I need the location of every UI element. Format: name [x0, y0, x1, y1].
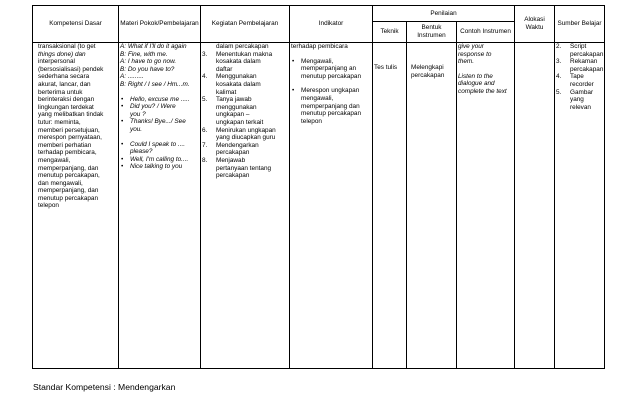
materi-dialogue-line: A: What if I'll do it again	[120, 43, 187, 50]
header-kegiatan: Kegiatan Pembelajaran	[201, 6, 290, 43]
kegiatan-step-text: kosakata dalam	[216, 80, 261, 88]
sumber-item	[556, 89, 603, 112]
bentuk-text: percakapan	[411, 71, 445, 79]
materi-dialogue-line: A: .........	[120, 73, 144, 81]
sumber-item	[556, 73, 603, 88]
sumber-cell	[555, 43, 605, 369]
kegiatan-step	[202, 73, 288, 96]
kegiatan-step-text: ungkapan terkait	[216, 118, 264, 126]
teknik-cell	[373, 43, 407, 369]
indikator-item	[291, 58, 371, 81]
kegiatan-step-text: percakapan	[216, 149, 250, 157]
indikator-item-text: • Merespon ungkapan	[301, 87, 360, 95]
materi-expression-text: you.	[130, 125, 143, 133]
kegiatan-step-text: Tanya jawab	[216, 96, 252, 104]
kompetensi-line: telepon	[38, 202, 59, 210]
materi-dialogue-line: A: I have to go now.	[120, 58, 177, 66]
kompetensi-line: things done) dan	[38, 50, 86, 58]
sumber-item	[556, 58, 603, 73]
bentuk-cell	[407, 43, 457, 369]
kegiatan-step	[202, 96, 288, 126]
kegiatan-step-text: Menentukan makna	[216, 50, 273, 58]
header-contoh: Contoh Instrumen	[457, 22, 515, 43]
indikator-item-text: mengawali,	[301, 94, 334, 102]
kompetensi-line: memperpanjang, dan	[38, 164, 99, 172]
sumber-item-text: Gambar yang	[570, 88, 594, 104]
indikator-cell	[290, 43, 373, 369]
header-kompetensi: Kompetensi Dasar	[33, 6, 119, 43]
kegiatan-step-text: Menjawab	[216, 156, 246, 164]
sumber-item-text: Tape recorder	[570, 73, 594, 88]
kompetensi-line: (bersosialisasi) pendek	[38, 65, 104, 73]
materi-expression	[120, 163, 199, 171]
header-alokasi: Alokasi Waktu	[515, 6, 555, 43]
materi-expression-text: • Nice talking to you	[130, 163, 183, 171]
indikator-item-text: memperpanjang an	[301, 65, 357, 73]
header-bentuk: Bentuk Instrumen	[407, 22, 457, 43]
kegiatan-first: dalam percakapan	[216, 43, 269, 50]
header-sumber: Sumber Belajar	[555, 6, 605, 43]
kegiatan-step-text: ungkapan –	[216, 111, 250, 119]
kompetensi-line: akurat, lancar, dan	[38, 80, 91, 88]
kompetensi-line: dan mengawali,	[38, 179, 83, 187]
kegiatan-step	[202, 127, 288, 142]
sumber-item-text: percakapan	[570, 65, 604, 73]
sumber-item-text: Rekaman	[570, 58, 598, 66]
kegiatan-step-text: percakapan	[216, 172, 250, 180]
kegiatan-step	[202, 51, 288, 74]
kompetensi-cell	[33, 43, 119, 369]
kegiatan-step	[202, 157, 288, 180]
kompetensi-line: berterima untuk	[38, 88, 83, 96]
kompetensi-line: terhadap pembicara,	[38, 149, 97, 157]
footer-standar-kompetensi: Standar Kompetensi : Mendengarkan	[33, 382, 176, 392]
kompetensi-line: interpersonal	[38, 58, 75, 66]
indikator-item	[291, 87, 371, 125]
materi-expression-text: please?	[130, 148, 153, 156]
sumber-item	[556, 43, 603, 58]
materi-expression-text: • Thanks! Bye.../ See	[130, 118, 186, 126]
kompetensi-line: yang melibatkan tindak	[38, 111, 104, 119]
kegiatan-step-text: Mendengarkan	[216, 141, 259, 149]
kegiatan-step-number: 3.	[202, 50, 208, 58]
syllabus-table	[32, 5, 605, 369]
sumber-item-number: 2.	[556, 43, 562, 50]
kegiatan-step-number: 6.	[202, 126, 208, 134]
indikator-item-text: menutup percakapan	[301, 72, 362, 80]
materi-dialogue-line: B: Do you have to?	[120, 65, 175, 73]
indikator-first: terhadap pembicara	[291, 43, 348, 50]
materi-expression-text: • Could I speak to ....	[130, 140, 186, 148]
kegiatan-step-number: 5.	[202, 96, 208, 104]
sumber-item-text: relevan	[570, 103, 591, 111]
materi-expression	[120, 141, 199, 156]
materi-expression	[120, 96, 199, 104]
kegiatan-step-text: kosakata dalam	[216, 58, 261, 66]
materi-expression-text: • Hello, excuse me .....	[130, 95, 190, 103]
materi-expression	[120, 118, 199, 133]
header-penilaian: Penilaian	[373, 6, 515, 22]
kegiatan-step-number: 7.	[202, 141, 208, 149]
contoh-text: dialogue and	[458, 80, 495, 88]
kompetensi-line: berinteraksi dengan	[38, 96, 95, 104]
alokasi-cell	[515, 43, 555, 369]
materi-expression-text: you ?	[130, 110, 146, 118]
kegiatan-step-text: Menggunakan	[216, 73, 257, 81]
kegiatan-step-number: 4.	[202, 73, 208, 81]
indikator-item-text: menutup percakapan	[301, 110, 362, 118]
contoh-cell	[457, 43, 515, 369]
sumber-item-number: 3.	[556, 58, 562, 66]
teknik-value: Tes tulis	[374, 64, 398, 71]
kegiatan-step-text: daftar	[216, 65, 233, 73]
materi-expression-text: • Did you? / Were	[130, 103, 176, 111]
kegiatan-step-text: kalimat	[216, 88, 237, 96]
kompetensi-line: menutup percakapan,	[38, 172, 100, 180]
contoh-text: Listen to the	[458, 72, 493, 80]
contoh-text: them.	[458, 58, 474, 66]
kegiatan-step-text: menggunakan	[216, 103, 257, 111]
contoh-text: give your	[458, 43, 484, 50]
contoh-text: response to	[458, 50, 492, 58]
kegiatan-step-text: pertanyaan tentang	[216, 164, 272, 172]
sumber-item-text: Script percakapan	[570, 43, 604, 58]
kompetensi-line: memperpanjang, dan	[38, 187, 99, 195]
indikator-item-text: telepon	[301, 117, 322, 125]
indikator-item-text: • Mengawali,	[301, 57, 334, 65]
kompetensi-line: memberi perhatian	[38, 141, 92, 149]
kegiatan-step-text: yang diucapkan guru	[216, 134, 276, 142]
materi-dialogue-line: B: Fine, with me.	[120, 50, 168, 58]
kompetensi-line: merespon pernyataan,	[38, 134, 102, 142]
contoh-text: complete the text	[458, 87, 507, 95]
header-teknik: Teknik	[373, 22, 407, 43]
materi-expression	[120, 156, 199, 164]
materi-dialogue-line: B: Right / I see / Hm...m.	[120, 80, 190, 88]
kompetensi-line: lingkungan terdekat	[38, 103, 94, 111]
header-materi: Materi Pokok/Pembelajaran	[119, 6, 201, 43]
kompetensi-line: transaksional (to get	[38, 43, 96, 50]
kompetensi-line: memberi persetujuan,	[38, 126, 100, 134]
sumber-item-number: 4.	[556, 73, 562, 81]
kompetensi-line: tutur: meminta,	[38, 118, 81, 126]
kompetensi-line: mengawali,	[38, 156, 71, 164]
kompetensi-line: menutup percakapan	[38, 194, 99, 202]
kegiatan-step-text: Menirukan ungkapan	[216, 126, 276, 134]
materi-expression-text: • Well, I'm calling to....	[130, 155, 189, 163]
bentuk-text: Melengkapi	[411, 64, 444, 71]
kegiatan-step-number: 8.	[202, 156, 208, 164]
kegiatan-cell	[201, 43, 290, 369]
kompetensi-line: sederhana secara	[38, 73, 90, 81]
header-indikator: Indikator	[290, 6, 373, 43]
indikator-item-text: memperpanjang dan	[301, 102, 360, 110]
materi-expression	[120, 103, 199, 118]
materi-cell	[119, 43, 201, 369]
sumber-item-number: 5.	[556, 88, 562, 96]
kegiatan-step	[202, 142, 288, 157]
